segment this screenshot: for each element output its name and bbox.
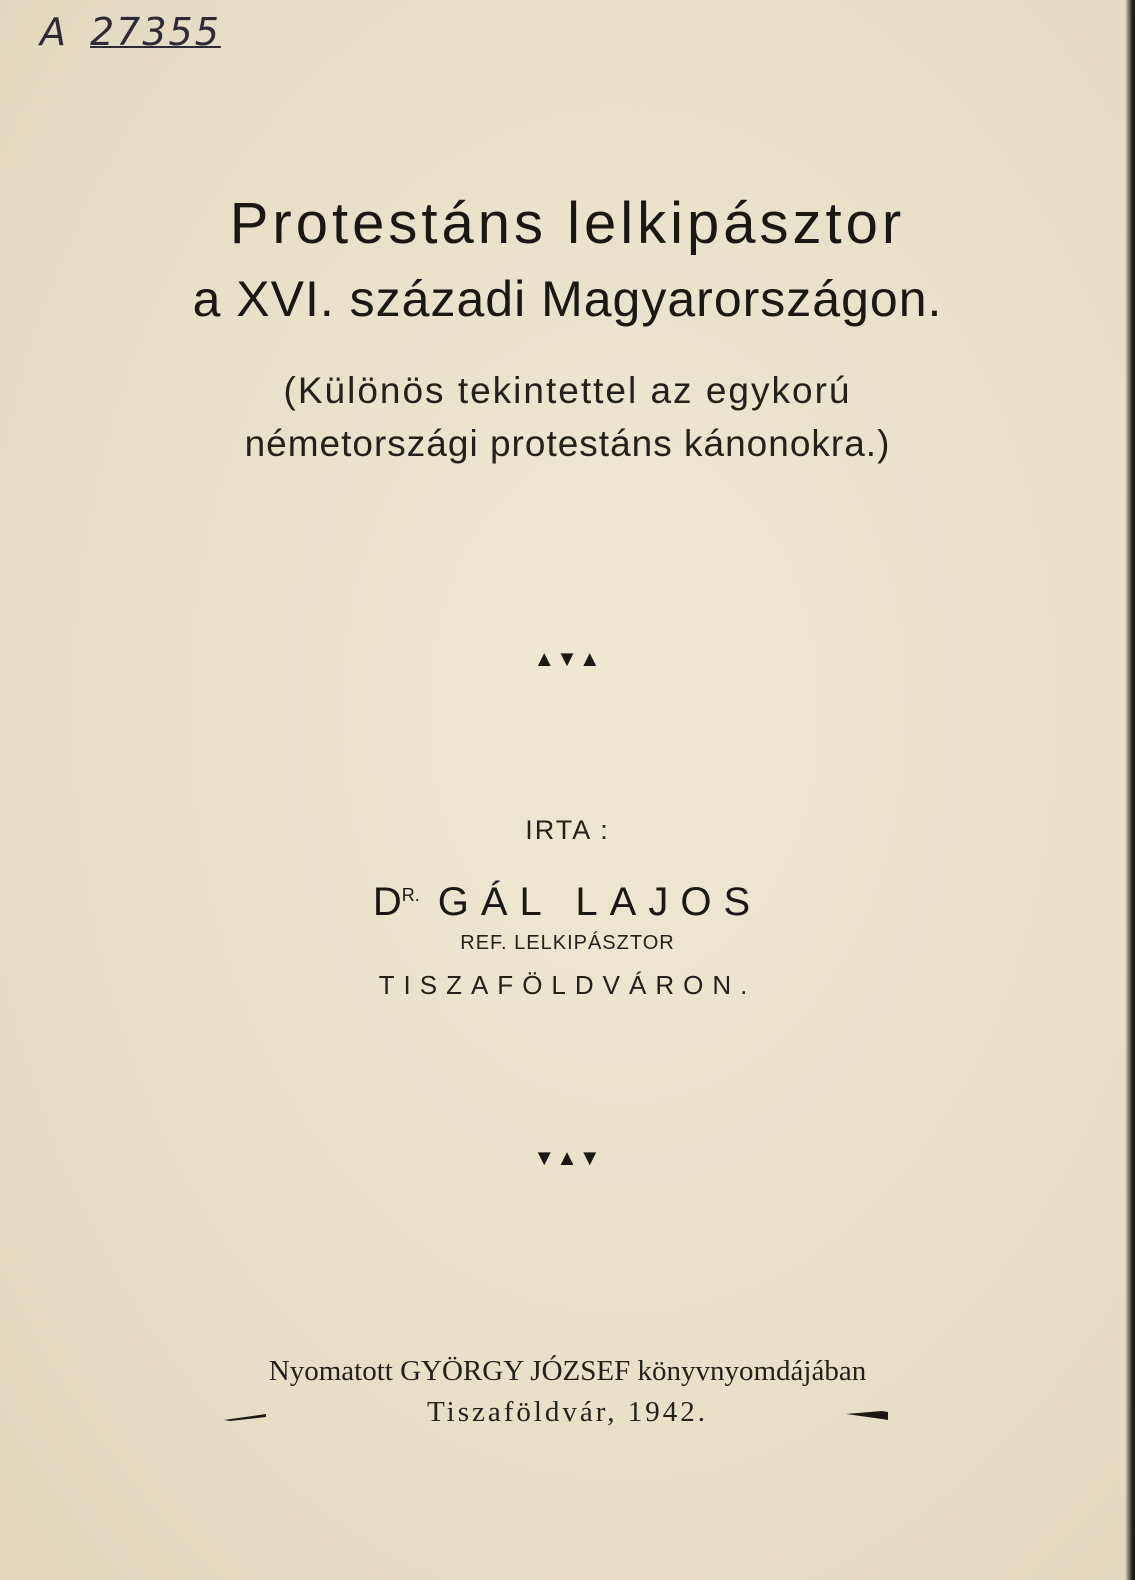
title-line-2: a XVI. századi Magyarországon. xyxy=(192,271,943,327)
imprint-place-date: Tiszaföldvár, 1942. xyxy=(426,1396,709,1428)
author-label: IRTA : xyxy=(525,815,610,845)
page-edge-shadow xyxy=(1125,0,1135,1580)
arrow-left-ornament xyxy=(224,1411,266,1421)
imprint-printer: Nyomatott GYÖRGY JÓZSEF könyvnyomdájában xyxy=(268,1355,867,1387)
ornament-bottom: ▼▲▼ xyxy=(533,1145,602,1170)
catalog-number: 27355 xyxy=(90,10,221,54)
author-title-superscript: R. xyxy=(401,884,420,905)
author-title xyxy=(373,880,438,924)
author-name-line xyxy=(0,880,1135,925)
author-place: TISZAFÖLDVÁRON. xyxy=(378,970,757,1000)
catalog-mark xyxy=(40,10,221,54)
author-role: REF. LELKIPÁSZTOR xyxy=(460,932,675,954)
subtitle-line-2: németországi protestáns kánonokra.) xyxy=(244,423,891,464)
subtitle-line-1: (Különös tekintettel az egykorú xyxy=(283,370,852,411)
arrow-right-ornament xyxy=(846,1411,888,1421)
catalog-prefix: A xyxy=(40,10,68,54)
title-line-1: Protestáns lelkipásztor xyxy=(229,191,906,256)
author-title-letter: D xyxy=(372,880,402,924)
ornament-top: ▲▼▲ xyxy=(533,646,602,671)
author-name: GÁL LAJOS xyxy=(437,880,763,924)
